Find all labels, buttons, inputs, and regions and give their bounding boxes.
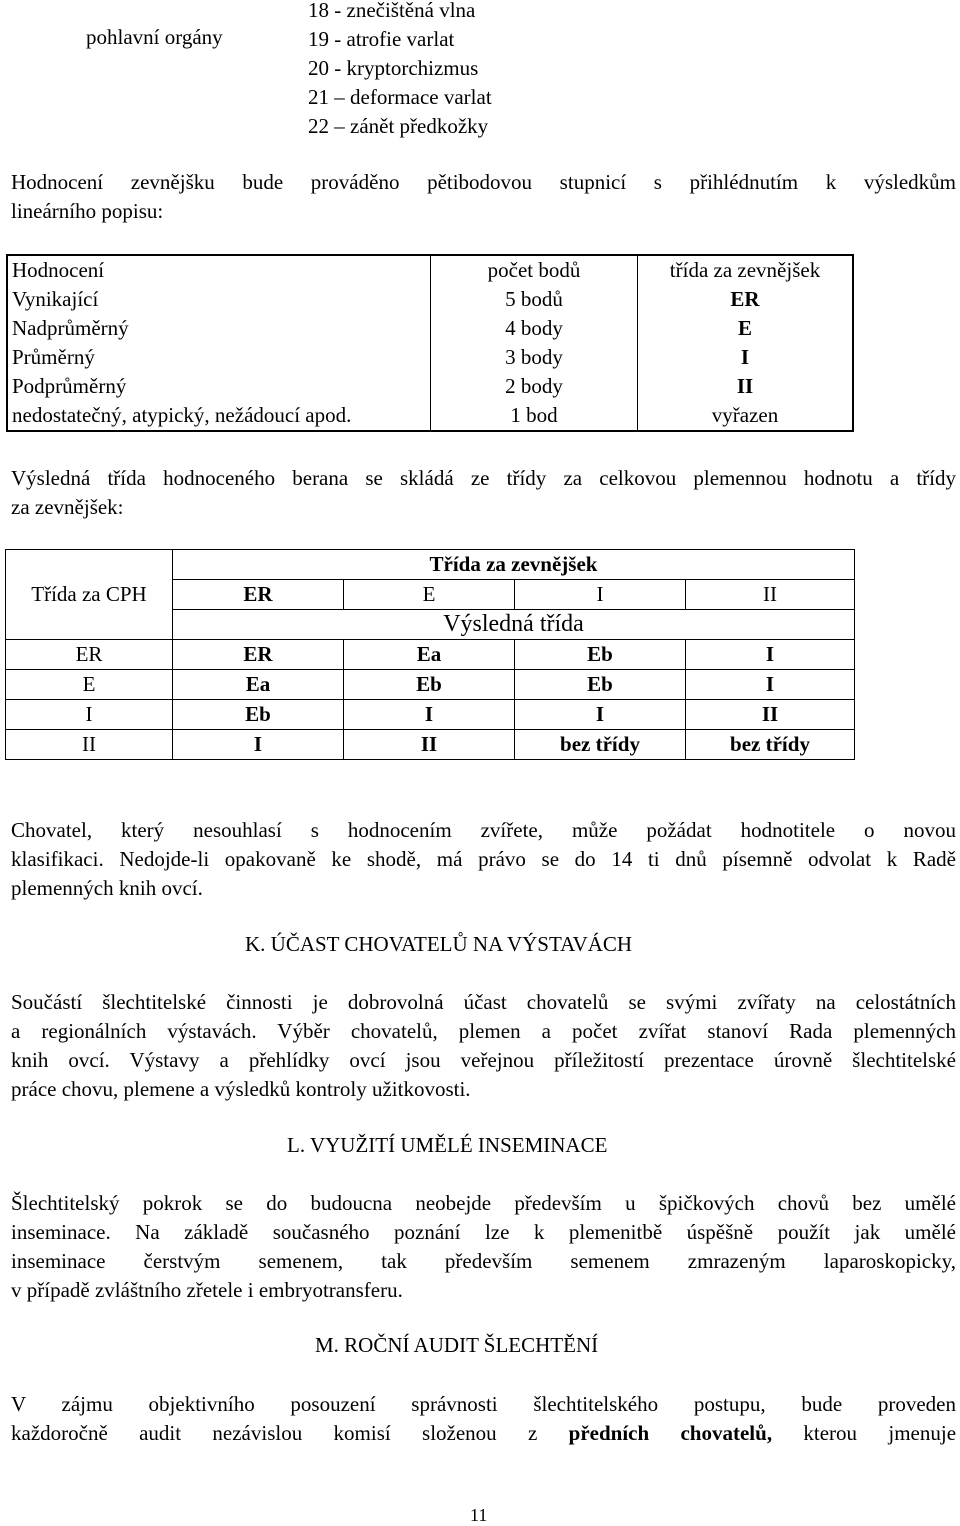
table-cell: Ea — [173, 670, 344, 700]
table-cell: bez třídy — [686, 730, 855, 760]
defect-item: 20 - kryptorchizmus — [308, 56, 479, 80]
table-cell: Eb — [173, 700, 344, 730]
section-k-paragraph: Součástí šlechtitelské činnosti je dobrovolná účast chovatelů se svými zvířaty na celostátních a regionálních výstavách. Výběr chovatelů, plemen a počet zvířat stanoví Rada plemenných knih ovcí. Výstavy a přehlídky ovcí jsou veřejnou příležitostí prezentace úrovně šlechtitelské práce chovu, plemene a výsledků kontroly užitkovosti. — [11, 990, 956, 1101]
table-row — [6, 700, 855, 730]
table-header-cell: Hodnocení — [12, 258, 105, 282]
table-cell: vyřazen — [638, 401, 854, 431]
defect-item: 22 – zánět předkožky — [308, 114, 489, 138]
defect-list — [308, 0, 492, 141]
table-row — [6, 640, 855, 670]
cph-header: Třída za CPH — [6, 550, 173, 640]
defect-item: 18 - znečištěná vlna — [308, 0, 476, 22]
table-cell: Eb — [344, 670, 515, 700]
section-m-heading: M. ROČNÍ AUDIT ŠLECHTĚNÍ — [315, 1333, 599, 1357]
organ-label: pohlavní orgány — [86, 25, 223, 49]
table-row — [7, 372, 853, 401]
table-cell: Nadprůměrný — [12, 316, 129, 340]
defect-item: 19 - atrofie varlat — [308, 27, 455, 51]
table-cell: II — [686, 700, 855, 730]
table-cell: nedostatečný, atypický, nežádoucí apod. — [12, 403, 352, 427]
table-cell: Podprůměrný — [12, 374, 127, 398]
table-cell: ER — [6, 640, 173, 670]
table-cell: II — [638, 372, 854, 401]
table-cell: ER — [173, 580, 344, 610]
section-k-heading: K. ÚČAST CHOVATELŮ NA VÝSTAVÁCH — [245, 932, 633, 956]
breeder-paragraph: Chovatel, který nesouhlasí s hodnocením zvířete, může požádat hodnotitele o novou klasifikaci. Nedojde-li opakovaně ke shodě, má právo se do 14 ti dnů písemně odvolat k Radě plemenných knih ovcí. — [11, 818, 956, 900]
table-cell: Eb — [515, 640, 686, 670]
table-row — [7, 285, 853, 314]
result-header: Výsledná třída — [173, 610, 855, 640]
table-row — [6, 550, 855, 580]
section-l-heading: L. VYUŽITÍ UMĚLÉ INSEMINACE — [287, 1133, 608, 1157]
table-cell: 4 body — [431, 314, 638, 343]
table-row — [7, 314, 853, 343]
page-number: 11 — [470, 1505, 488, 1525]
intro-paragraph: Hodnocení zevnějšku bude prováděno pětibodovou stupnicí s přihlédnutím k výsledkům lineárního popisu: — [11, 170, 956, 223]
table-cell: E — [638, 314, 854, 343]
grade-table — [6, 254, 854, 432]
table-cell: bez třídy — [515, 730, 686, 760]
defect-item: 21 – deformace varlat — [308, 85, 492, 109]
table-row — [6, 730, 855, 760]
table-cell: 3 body — [431, 343, 638, 372]
table-cell: I — [515, 580, 686, 610]
table-cell: Ea — [344, 640, 515, 670]
section-l-paragraph: Šlechtitelský pokrok se do budoucna neobejde především u špičkových chovů bez umělé inseminace. Na základě současného poznání lze k plemenitbě úspěšně použít jak umělé inseminace čerstvým semenem, tak především semenem zmrazeným laparoskopicky, v případě zvláštního zřetele i embryotransferu. — [11, 1191, 956, 1302]
table-cell: I — [6, 700, 173, 730]
table-cell: 2 body — [431, 372, 638, 401]
table-cell: I — [686, 670, 855, 700]
table-cell: Průměrný — [12, 345, 95, 369]
table-cell: Vynikající — [12, 287, 99, 311]
table-cell: II — [686, 580, 855, 610]
table-row — [7, 255, 853, 285]
table-row — [6, 670, 855, 700]
class-table — [5, 549, 855, 760]
table-row — [7, 343, 853, 372]
exterior-header: Třída za zevnějšek — [173, 550, 855, 580]
table-row — [7, 401, 853, 431]
table-cell: I — [515, 700, 686, 730]
table-header-cell: třída za zevnějšek — [638, 255, 854, 285]
table-cell: I — [173, 730, 344, 760]
table-cell: E — [6, 670, 173, 700]
table-cell: Eb — [515, 670, 686, 700]
table-header-cell: počet bodů — [431, 255, 638, 285]
table-cell: 1 bod — [431, 401, 638, 431]
table-cell: E — [344, 580, 515, 610]
table-cell: 5 bodů — [431, 285, 638, 314]
table-cell: II — [344, 730, 515, 760]
table-cell: II — [6, 730, 173, 760]
table-cell: I — [638, 343, 854, 372]
result-paragraph: Výsledná třída hodnoceného berana se skládá ze třídy za celkovou plemennou hodnotu a třídy za zevnějšek: — [11, 466, 956, 519]
table-cell: ER — [638, 285, 854, 314]
section-m-paragraph: V zájmu objektivního posouzení správnosti šlechtitelského postupu, bude proveden každoročně audit nezávislou komisí složenou z předních chovatelů, kterou jmenuje — [11, 1392, 957, 1445]
table-cell: ER — [173, 640, 344, 670]
table-cell: I — [344, 700, 515, 730]
table-cell: I — [686, 640, 855, 670]
